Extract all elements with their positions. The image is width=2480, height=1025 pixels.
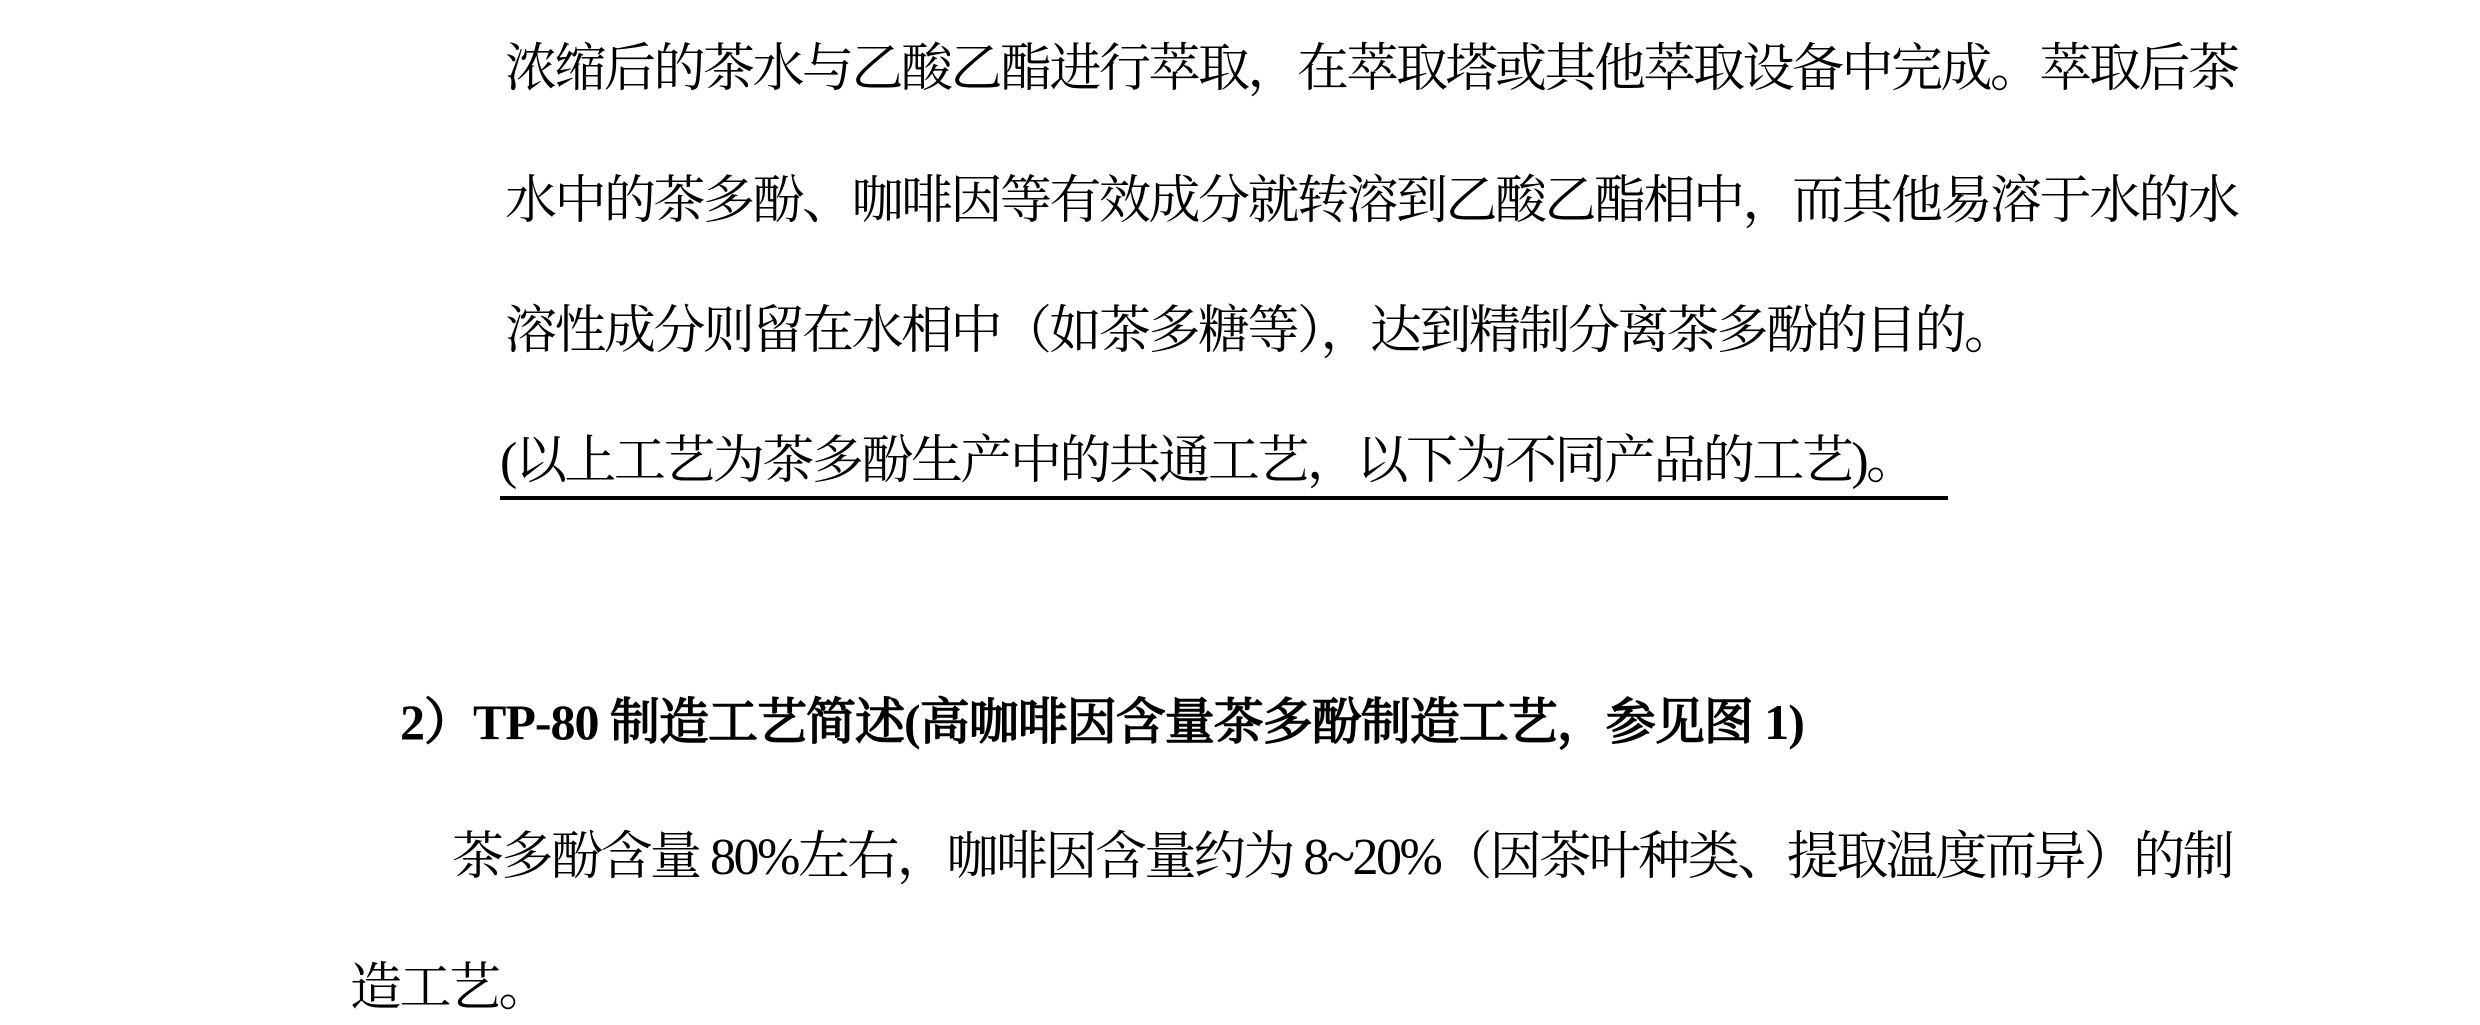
tp80-paragraph-line-1: 茶多酚含量 80%左右，咖啡因含量约为 8~20%（因茶叶种类、提取温度而异）的制 (452, 829, 2233, 886)
tp80-paragraph-line-2: 造工艺。 (350, 960, 549, 1017)
extraction-paragraph-line-2: 水中的茶多酚、咖啡因等有效成分就转溶到乙酸乙酯相中，而其他易溶于水的水 (505, 173, 2238, 230)
underlined-note (500, 433, 1948, 500)
section-heading-tp80: 2）TP-80 制造工艺简述(高咖啡因含量茶多酚制造工艺，参见图 1) (400, 694, 1804, 750)
extraction-paragraph-line-1: 浓缩后的茶水与乙酸乙酯进行萃取，在萃取塔或其他萃取设备中完成。萃取后茶 (505, 41, 2238, 98)
extraction-paragraph-line-3: 溶性成分则留在水相中（如茶多糖等），达到精制分离茶多酚的目的。 (505, 303, 2014, 360)
underlined-note-text: (以上工艺为茶多酚生产中的共通工艺，以下为不同产品的工艺)。 (500, 436, 1948, 500)
